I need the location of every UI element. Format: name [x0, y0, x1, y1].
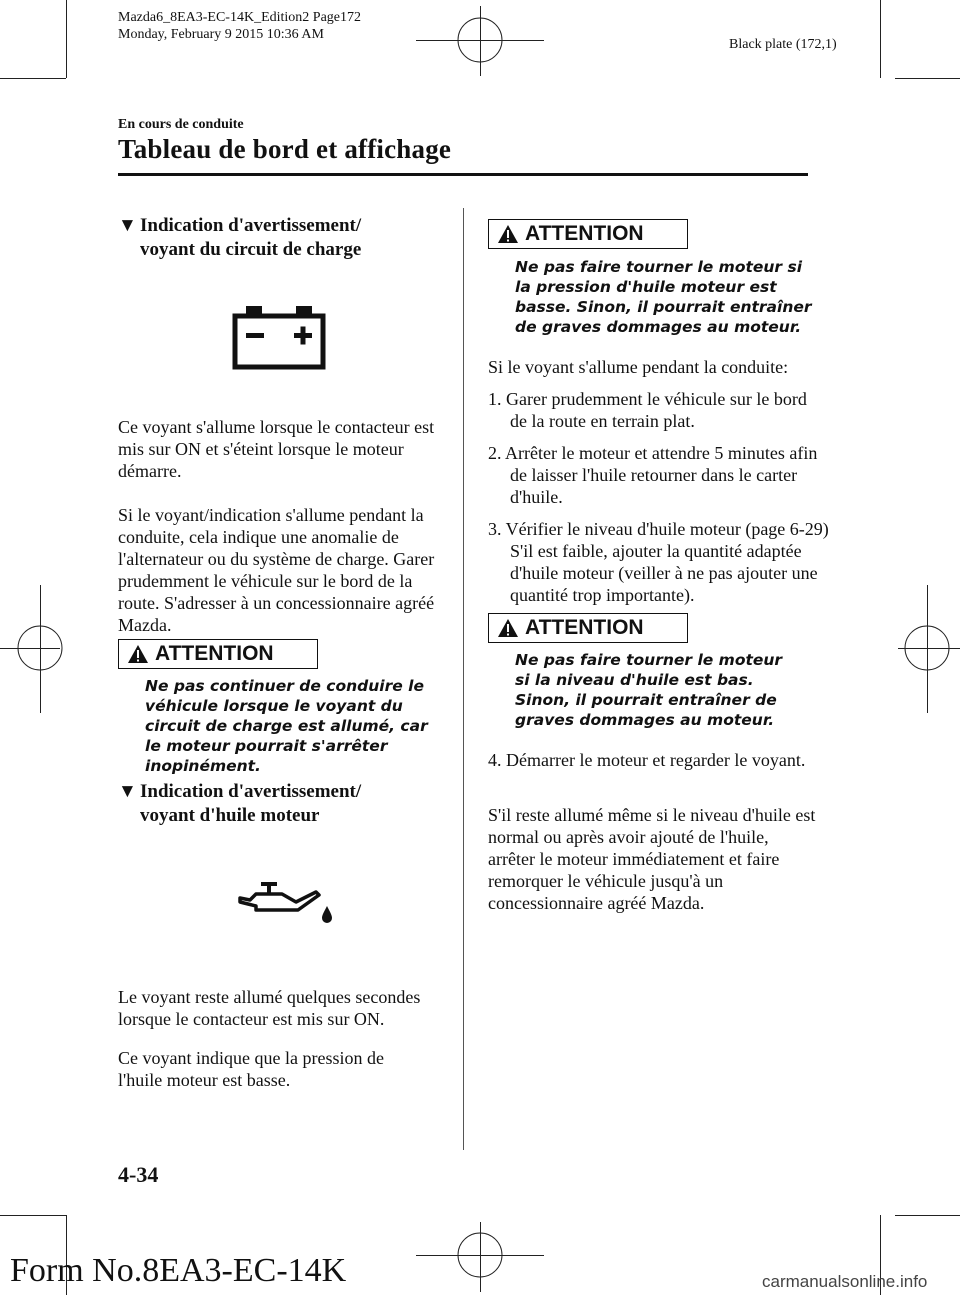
list-item-step-2: 2. Arrêter le moteur et attendre 5 minutes afin de laisser l'huile retourner dans le carter d'huile. — [488, 443, 818, 507]
column-divider — [463, 208, 464, 1150]
warning-triangle-icon — [497, 618, 519, 638]
attention-box-oil-pressure: ATTENTION — [488, 219, 688, 249]
file-name: Mazda6_8EA3-EC-14K_Edition2 Page172 — [118, 10, 362, 25]
oil-can-warning-icon — [236, 880, 336, 924]
form-number: Form No.8EA3-EC-14K — [10, 1252, 347, 1289]
plate-label: Black plate (172,1) — [729, 37, 837, 52]
paragraph-charge-1: Ce voyant s'allume lorsque le contacteur est mis sur ON et s'éteint lorsque le moteur démarre. — [118, 417, 435, 481]
section-label: En cours de conduite — [118, 117, 244, 132]
battery-warning-icon — [232, 306, 326, 370]
list-item-step-1: 1. Garer prudemment le véhicule sur le bord de la route en terrain plat. — [488, 389, 807, 431]
triangle-bullet-icon: ▼ — [118, 781, 137, 802]
warning-triangle-icon — [497, 224, 519, 244]
attention-text-oil-level: Ne pas faire tourner le moteur si la niveau d'huile est bas. Sinon, il pourrait entraîner de graves dommages au moteur. — [515, 651, 783, 729]
attention-text-charge: Ne pas continuer de conduire le véhicule lorsque le voyant du circuit de charge est allumé, car le moteur pourrait s'arrêter inopinément. — [145, 677, 428, 775]
heading-oil-pressure: ▼ Indication d'avertissement/ voyant d'huile moteur — [118, 781, 362, 826]
paragraph-closing: S'il reste allumé même si le niveau d'huile est normal ou après avoir ajouté de l'huile, arrêter le moteur immédiatement et faire remorquer le véhicule jusqu'à un concessionnaire agréé Mazda. — [488, 805, 816, 913]
attention-text-oil-pressure: Ne pas faire tourner le moteur si la pression d'huile moteur est basse. Sinon, il pourrait entraîner de graves dommages au moteur. — [515, 258, 812, 336]
heading-charge-system: ▼ Indication d'avertissement/ voyant du circuit de charge — [118, 215, 362, 260]
triangle-bullet-icon: ▼ — [118, 215, 137, 236]
file-timestamp: Monday, February 9 2015 10:36 AM — [118, 27, 324, 42]
file-info — [118, 9, 361, 43]
list-item-step-3: 3. Vérifier le niveau d'huile moteur (page 6-29) S'il est faible, ajouter la quantité adaptée d'huile moteur (veiller à ne pas ajouter une quantité trop importante). — [488, 519, 829, 605]
watermark: carmanualsonline.info — [762, 1272, 928, 1291]
page-title: Tableau de bord et affichage — [118, 134, 452, 164]
paragraph-charge-2: Si le voyant/indication s'allume pendant la conduite, cela indique une anomalie de l'alternateur ou du système de charge. Garer prudemment le véhicule sur le bord de la route. S'adresser à un concessionnaire agréé Mazda. — [118, 505, 435, 635]
attention-box-oil-level: ATTENTION — [488, 613, 688, 643]
warning-triangle-icon — [127, 644, 149, 664]
paragraph-oil-2: Ce voyant indique que la pression de l'huile moteur est basse. — [118, 1048, 384, 1090]
header-rule — [118, 173, 808, 176]
paragraph-oil-1: Le voyant reste allumé quelques secondes lorsque le contacteur est mis sur ON. — [118, 987, 421, 1029]
paragraph-intro: Si le voyant s'allume pendant la conduite: — [488, 357, 789, 377]
page-number: 4-34 — [118, 1162, 159, 1187]
list-item-step-4: 4. Démarrer le moteur et regarder le voyant. — [488, 750, 806, 770]
attention-box: ATTENTION — [118, 639, 318, 669]
